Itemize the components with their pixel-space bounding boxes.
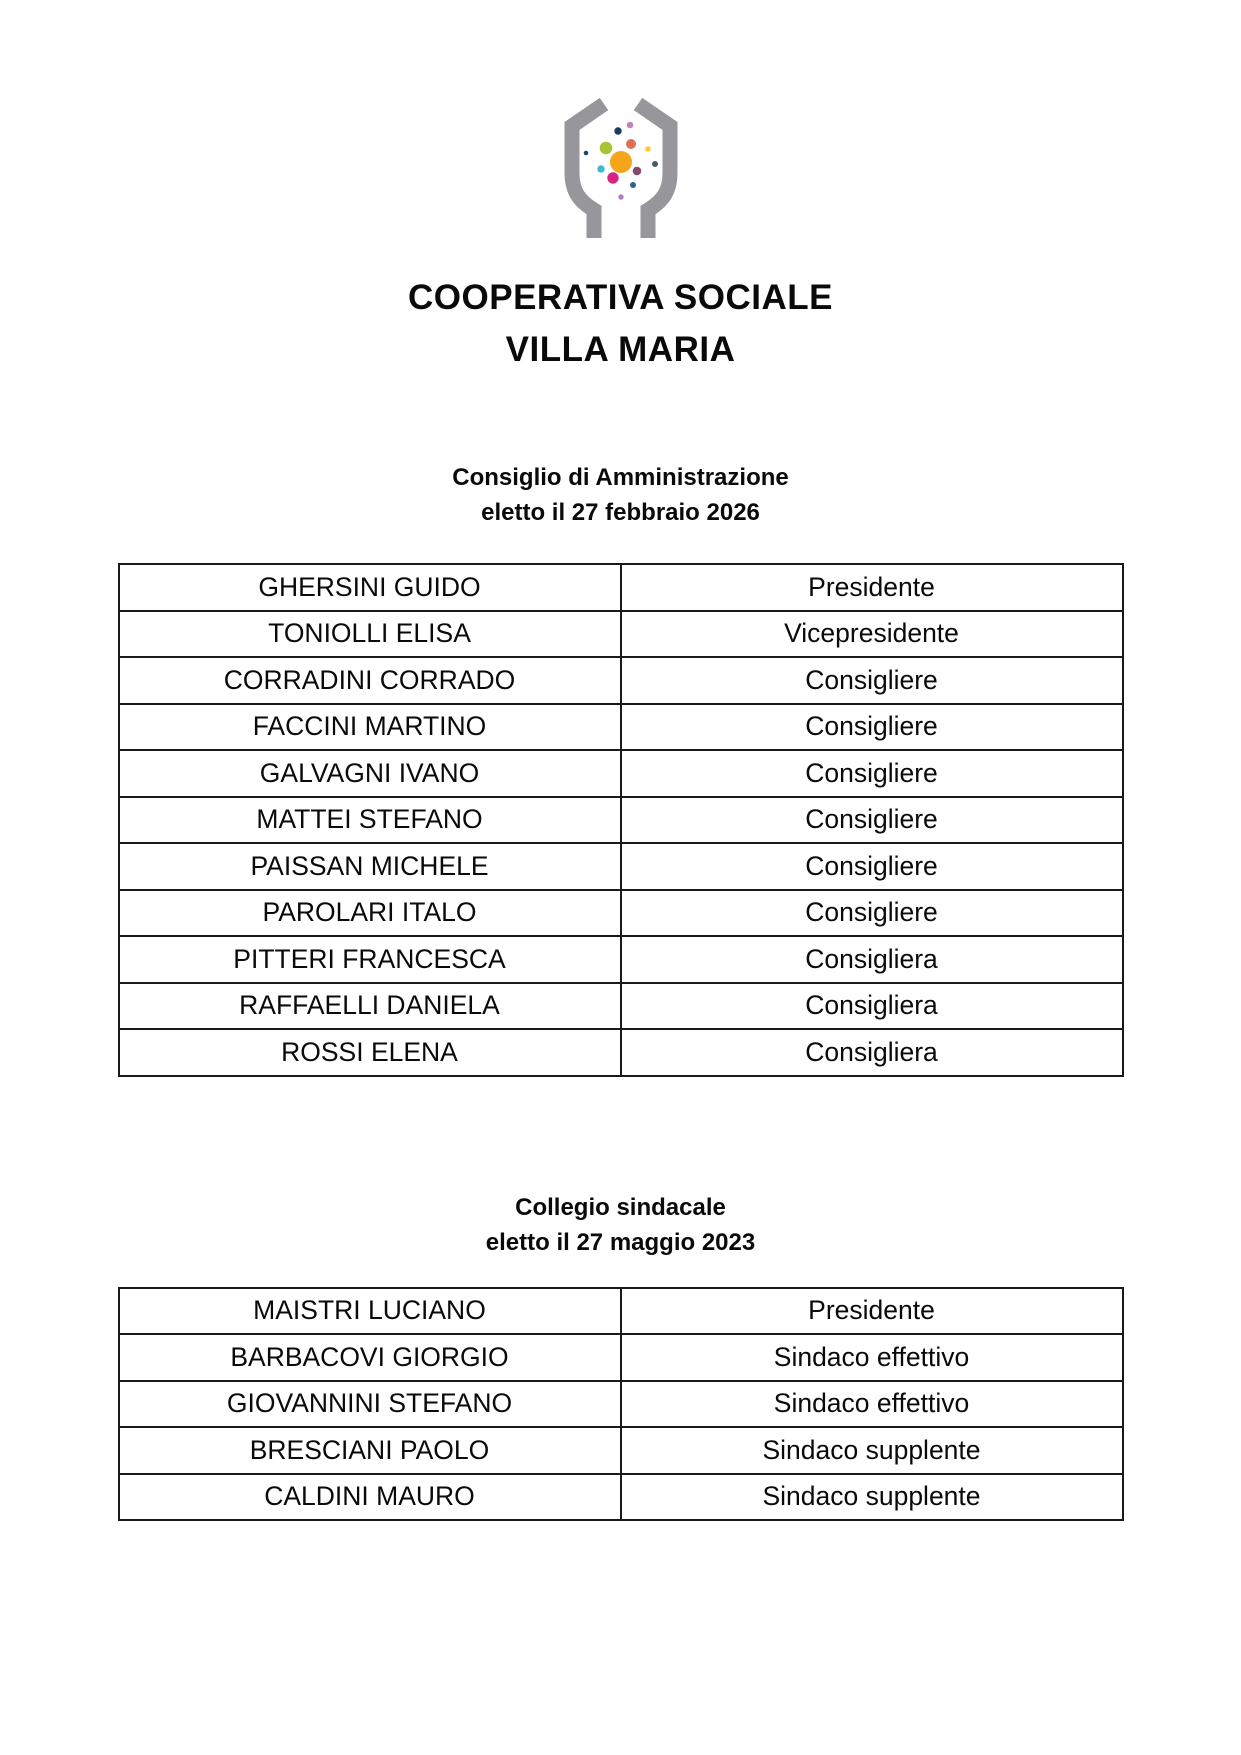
member-role-cell: Consigliere: [621, 797, 1123, 844]
member-role-cell: Sindaco effettivo: [621, 1381, 1123, 1428]
member-role-cell: Presidente: [621, 1288, 1123, 1335]
auditors-section-heading: [0, 1190, 1241, 1260]
logo-container: [0, 0, 1241, 250]
member-name-cell: MATTEI STEFANO: [119, 797, 621, 844]
member-name-cell: RAFFAELLI DANIELA: [119, 983, 621, 1030]
dot-orange-large: [610, 151, 632, 173]
member-role-cell: Consigliere: [621, 704, 1123, 751]
member-role-cell: Sindaco supplente: [621, 1427, 1123, 1474]
table-row: [119, 843, 1123, 890]
member-name-cell: GIOVANNINI STEFANO: [119, 1381, 621, 1428]
table-row: [119, 1381, 1123, 1428]
dot-lilac-bottom: [618, 194, 623, 199]
table-row: [119, 564, 1123, 611]
table-row: [119, 1427, 1123, 1474]
table-row: [119, 704, 1123, 751]
member-name-cell: GHERSINI GUIDO: [119, 564, 621, 611]
member-name-cell: BRESCIANI PAOLO: [119, 1427, 621, 1474]
logo-dots-icon: [583, 122, 657, 200]
table-row: [119, 1029, 1123, 1076]
auditors-heading-line1: Collegio sindacale: [515, 1193, 726, 1221]
dot-navy-top: [614, 127, 621, 134]
dot-magenta: [607, 172, 618, 183]
member-role-cell: Consigliere: [621, 843, 1123, 890]
member-name-cell: BARBACOVI GIORGIO: [119, 1334, 621, 1381]
company-title-line2: VILLA MARIA: [505, 330, 736, 369]
member-name-cell: TONIOLLI ELISA: [119, 611, 621, 658]
member-role-cell: Consigliere: [621, 890, 1123, 937]
member-role-cell: Presidente: [621, 564, 1123, 611]
table-row: [119, 936, 1123, 983]
table-row: [119, 750, 1123, 797]
dot-lilac-top: [626, 122, 633, 129]
member-role-cell: Consigliere: [621, 657, 1123, 704]
table-row: [119, 1474, 1123, 1521]
dot-lime: [599, 142, 612, 155]
member-name-cell: PAISSAN MICHELE: [119, 843, 621, 890]
table-row: [119, 1288, 1123, 1335]
member-role-cell: Consigliere: [621, 750, 1123, 797]
dot-blue-bottom: [630, 182, 636, 188]
member-role-cell: Consigliera: [621, 1029, 1123, 1076]
member-name-cell: MAISTRI LUCIANO: [119, 1288, 621, 1335]
member-name-cell: PITTERI FRANCESCA: [119, 936, 621, 983]
member-name-cell: FACCINI MARTINO: [119, 704, 621, 751]
dot-coral: [626, 139, 636, 149]
member-name-cell: GALVAGNI IVANO: [119, 750, 621, 797]
board-heading-line2: eletto il 27 febbraio 2026: [481, 499, 760, 526]
table-row: [119, 611, 1123, 658]
auditors-heading-line2: eletto il 27 maggio 2023: [485, 1228, 756, 1256]
member-role-cell: Consigliera: [621, 983, 1123, 1030]
board-section: [0, 460, 1241, 1077]
company-title: [0, 272, 1241, 376]
member-name-cell: CALDINI MAURO: [119, 1474, 621, 1521]
company-logo: [551, 95, 691, 245]
dot-cyan: [597, 165, 604, 172]
table-row: [119, 797, 1123, 844]
table-row: [119, 890, 1123, 937]
dot-yellow: [645, 146, 651, 152]
table-row: [119, 983, 1123, 1030]
dot-slate: [652, 161, 658, 167]
member-name-cell: ROSSI ELENA: [119, 1029, 621, 1076]
board-table: [118, 563, 1124, 1077]
dot-plum: [632, 167, 641, 176]
board-section-heading: [0, 460, 1241, 530]
logo-bracket-right-icon: [638, 104, 670, 238]
table-row: [119, 657, 1123, 704]
member-role-cell: Consigliera: [621, 936, 1123, 983]
auditors-section: [0, 1190, 1241, 1522]
member-name-cell: CORRADINI CORRADO: [119, 657, 621, 704]
board-heading-line1: Consiglio di Amministrazione: [452, 464, 789, 491]
auditors-table: [118, 1287, 1124, 1522]
member-role-cell: Sindaco supplente: [621, 1474, 1123, 1521]
company-title-line1: COOPERATIVA SOCIALE: [408, 278, 833, 317]
table-row: [119, 1334, 1123, 1381]
member-role-cell: Vicepresidente: [621, 611, 1123, 658]
member-role-cell: Sindaco effettivo: [621, 1334, 1123, 1381]
dot-navy-left: [583, 151, 588, 156]
member-name-cell: PAROLARI ITALO: [119, 890, 621, 937]
